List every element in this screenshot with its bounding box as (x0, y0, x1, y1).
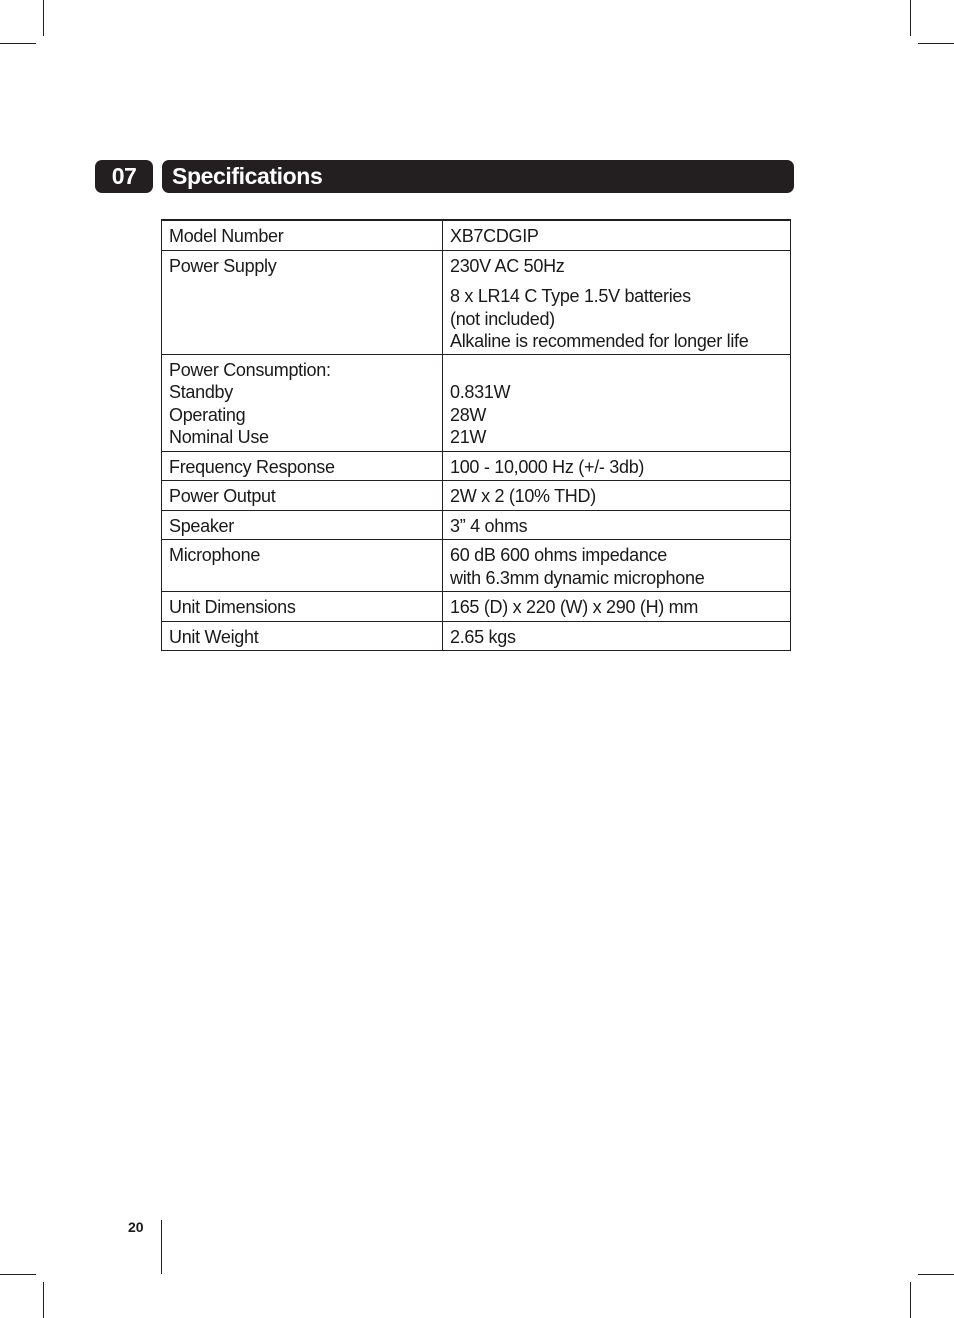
table-row (162, 220, 791, 250)
table-row (162, 250, 791, 354)
spec-label: Power Supply (162, 250, 443, 354)
spec-value: 100 - 10,000 Hz (+/- 3db) (443, 451, 791, 481)
table-row (162, 354, 791, 451)
table-row (162, 451, 791, 481)
spec-value-line: 0.831W (450, 382, 511, 402)
specifications-table (161, 219, 791, 651)
table-row (162, 592, 791, 622)
table-row (162, 621, 791, 651)
page-number-divider (161, 1220, 162, 1274)
spec-label-line: Nominal Use (169, 427, 269, 447)
table-row (162, 540, 791, 592)
spec-label: Frequency Response (162, 451, 443, 481)
spec-label: Model Number (162, 220, 443, 250)
crop-mark (918, 1274, 954, 1275)
spec-value (443, 540, 791, 592)
spec-value-line: with 6.3mm dynamic microphone (450, 567, 705, 588)
crop-mark (43, 1282, 44, 1318)
spec-label: Power Output (162, 481, 443, 511)
section-title: Specifications (172, 163, 323, 189)
page-number: 20 (128, 1219, 144, 1235)
spec-value: 3” 4 ohms (443, 510, 791, 540)
spec-label: Unit Weight (162, 621, 443, 651)
spec-label: Microphone (162, 540, 443, 592)
spec-label (162, 354, 443, 451)
table-row (162, 510, 791, 540)
spec-label: Speaker (162, 510, 443, 540)
section-number-badge: 07 (95, 160, 153, 193)
spec-value-line: 21W (450, 427, 487, 447)
spec-value: 2W x 2 (10% THD) (443, 481, 791, 511)
crop-mark (910, 0, 911, 36)
section-header-bar (162, 160, 794, 193)
spec-label: Unit Dimensions (162, 592, 443, 622)
crop-mark (910, 1282, 911, 1318)
spec-label-line: Power Consumption: (169, 359, 331, 380)
spacer (450, 359, 783, 382)
spec-value-line: 230V AC 50Hz (450, 255, 565, 276)
crop-mark (43, 0, 44, 36)
spec-label-line: Standby (169, 382, 233, 402)
crop-mark (0, 1274, 36, 1275)
spec-value-line: 60 dB 600 ohms impedance (450, 545, 667, 565)
spec-value-line: (not included) (450, 308, 555, 329)
spec-value: XB7CDGIP (443, 220, 791, 250)
crop-mark (0, 43, 36, 44)
crop-mark (918, 43, 954, 44)
spec-label-line: Operating (169, 404, 246, 425)
spec-value: 2.65 kgs (443, 621, 791, 651)
spec-value-line: 8 x LR14 C Type 1.5V batteries (450, 286, 691, 306)
spec-value-line: 28W (450, 404, 487, 425)
table-row (162, 481, 791, 511)
spec-value-line: Alkaline is recommended for longer life (450, 331, 749, 351)
spec-value (443, 354, 791, 451)
spec-value: 165 (D) x 220 (W) x 290 (H) mm (443, 592, 791, 622)
spec-value (443, 250, 791, 354)
